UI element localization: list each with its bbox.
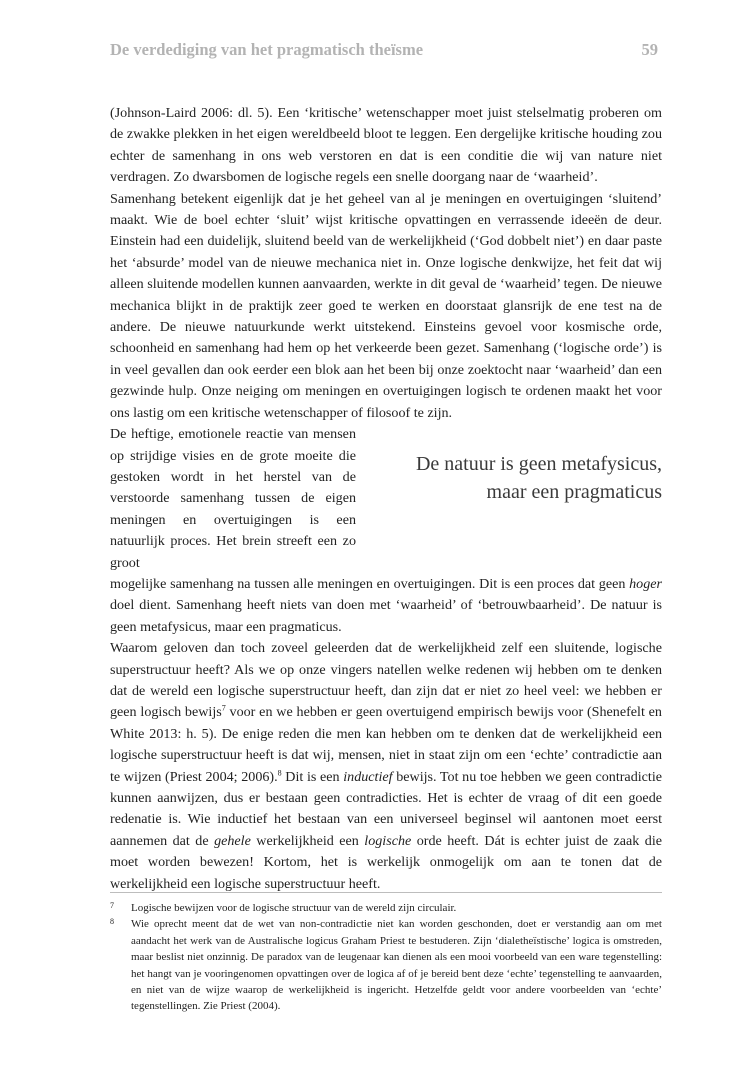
footnote-7 (110, 900, 662, 916)
paragraph-1: (Johnson-Laird 2006: dl. 5). Een ‘kritische’ wetenschapper moet juist stelselmatig proberen om de zwakke plekken in het eigen wereldbeeld bloot te leggen. Een dergelijke kritische houding zou echter de samenhang in ons web verstoren en dat is een conditie die wij van nature niet verdragen. Zo dwarsbomen de logische regels een snelle doorgang naar de ‘waarheid’. (110, 105, 662, 186)
pull-quote-line-2: maar een pragmaticus (486, 481, 662, 504)
running-head (110, 40, 658, 60)
footnote-8 (110, 916, 662, 1014)
text-run: werkelijkheid een (250, 832, 365, 849)
pull-quote-line-1: De natuur is geen metafysicus, (415, 453, 662, 476)
footnote-ref-7[interactable]: 7 (221, 703, 226, 713)
running-head-title: De verdediging van het pragmatisch theïsme (110, 40, 424, 59)
wrapped-block (110, 424, 662, 574)
footnote-ref-8[interactable]: 8 (277, 767, 282, 777)
italic-run: inductief (343, 768, 393, 785)
paragraph-3-continued (110, 574, 662, 638)
footnote-number: 7 (110, 901, 114, 910)
paragraph-2: Samenhang betekent eigenlijk dat je het geheel van al je meningen en overtuigingen ‘sluitend’ maakt. Wie de boel echter ‘sluit’ wijst kritische opvattingen en verrassende ideeën de deur. Einstein had een duidelijk, sluitend beeld van de werkelijkheid (‘God dobbelt niet’) en daar paste het ‘absurde’ model van de nieuwe mechanica niet in. Onze logische denkwijze, het feit dat wij alleen sluitende modellen kunnen aanvaarden, werkte in dit geval de ‘waarheid’ tegen. De nieuwe mechanica blijkt in de praktijk zeer goed te werken en doorstaat glansrijk de ene test na de andere. De nieuwe natuurkunde werkt uitstekend. Einsteins gevoel voor kosmische orde, schoonheid en samenhang had hem op het verkeerde been gezet. Samenhang (‘logische orde’) is in veel gevallen dan ook eerder een blok aan het been bij onze zoektocht naar ‘waarheid’ dan een gezwinde hulp. Onze neiging om meningen en overtuigingen logisch te ordenen maakt het voor ons lastig om een kritische wetenschapper of filosoof te zijn. (110, 190, 662, 421)
footnotes (110, 892, 662, 1015)
paragraph-3-wrapped: De heftige, emotionele reactie van mensen op strijdige visies en de grote moeite die gestoken wordt in het herstel van de verstoorde samenhang tussen de eigen meningen en overtuigingen is een natuurlijk proces. Het brein streeft een zo groot (110, 426, 356, 571)
italic-run: gehele (214, 832, 251, 849)
text-run: orde heeft. Dát is echter juist de zaak die moet worden bewezen! Kortom, het is werkelijk onmogelijk om aan te tonen dat de werkelijkheid een logische superstructuur heeft. (110, 832, 662, 892)
text-run: voor en we hebben er geen overtuigend empirisch bewijs voor (Shenefelt en White 2013: h. 5). De enige reden die men kan hebben om te denken dat de werkelijkheid een logische superstructuur heeft is dat wij, mensen, niet in staat zijn om een ‘echte’ contradictie aan te wijzen (Priest 2004; 2006). (110, 704, 662, 785)
text-run: Waarom geloven dan toch zoveel geleerden dat de werkelijkheid zelf een sluitende, logische superstructuur heeft? Als we op onze vingers natellen welke redenen wij hebben om te denken dat de wereld een logische superstructuur heeft, dan zijn dat er niet zo heel veel: we hebben er geen logisch bewijs (110, 640, 662, 721)
footnote-text: Logische bewijzen voor de logische structuur van de wereld zijn circulair. (131, 902, 457, 914)
text-run: Dit is een (281, 768, 344, 785)
body-text (110, 103, 662, 895)
text-run: mogelijke samenhang na tussen alle meningen en overtuigingen. Dit is een proces dat geen (110, 575, 630, 592)
italic-run: hoger (629, 575, 662, 592)
italic-run: logische (364, 832, 412, 849)
pull-quote (377, 450, 662, 506)
page-number: 59 (641, 40, 658, 59)
footnote-number: 8 (110, 917, 114, 927)
paragraph-4 (110, 638, 662, 895)
footnote-text: Wie oprecht meent dat de wet van non-contradictie niet kan worden geschonden, doet er verstandig aan om met aandacht het werk van de Australische logicus Graham Priest te bestuderen. Zijn ‘dialetheïstische’ logica is omstreden, maar beslist niet onzinnig. De paradox van de leugenaar kan dienen als een mooi voorbeeld van een ware tegenstelling: het hangt van je vooringenomen opvattingen over de logica af of je bereid bent deze ‘echte’ tegenstelling te aanvaarden, en niet van de wijze waarop de werkelijkheid is ingericht. Hetzelfde geldt voor andere voorbeelden van ‘echte’ tegenstellingen. Zie Priest (2004). (131, 918, 662, 1013)
text-run: doel dient. Samenhang heeft niets van doen met ‘waarheid’ of ‘betrouwbaarheid’. De natuur is geen metafysicus, maar een pragmaticus. (110, 597, 662, 635)
text-run: bewijs. Tot nu toe hebben we geen contradictie kunnen aanwijzen, dus er bestaan geen contradicties. Het is echter de vraag of dit een goede redenatie is. Wie inductief het bestaan van een universeel beginsel wil aantonen moet eerst aannemen dat de (110, 768, 662, 849)
